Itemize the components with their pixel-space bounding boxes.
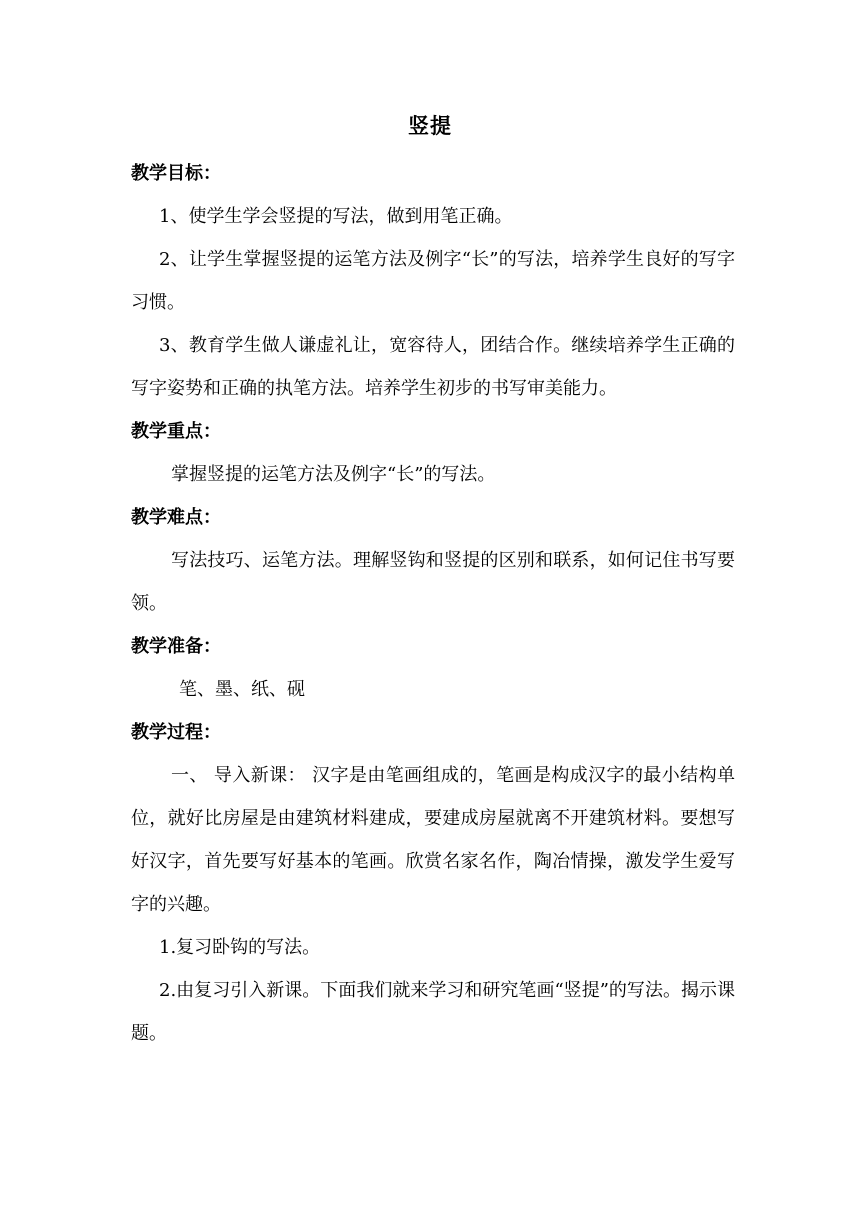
document-title: 竖提 xyxy=(408,114,452,138)
document-body xyxy=(131,152,735,1055)
process-intro: 一、 导入新课： 汉字是由笔画组成的，笔画是构成汉字的最小结构单位，就好比房屋是由建筑材料建成，要建成房屋就离不开建筑材料。要想写好汉字，首先要写好基本的笔画。欣赏名家名作，陶冶情操，激发学生爱写字的兴趣。 xyxy=(131,765,735,915)
key-points-heading: 教学重点： xyxy=(131,421,221,442)
goal-item-1: 1、使学生学会竖提的写法，做到用笔正确。 xyxy=(159,206,513,227)
key-points-text: 掌握竖提的运笔方法及例字“长”的写法。 xyxy=(171,464,496,485)
preparation-heading: 教学准备： xyxy=(131,636,221,657)
goals-heading: 教学目标： xyxy=(131,163,221,184)
goal-item-3: 3、教育学生做人谦虚礼让，宽容待人，团结合作。继续培养学生正确的写字姿势和正确的执笔方法。培养学生初步的书写审美能力。 xyxy=(131,335,735,399)
difficulties-text: 写法技巧、运笔方法。理解竖钩和竖提的区别和联系，如何记住书写要领。 xyxy=(131,550,735,614)
process-step-1: 1.复习卧钩的写法。 xyxy=(159,937,321,958)
process-step-2: 2.由复习引入新课。下面我们就来学习和研究笔画“竖提”的写法。揭示课题。 xyxy=(131,980,735,1044)
preparation-text: 笔、墨、纸、砚 xyxy=(179,679,305,700)
difficulties-heading: 教学难点： xyxy=(131,507,221,528)
process-heading: 教学过程： xyxy=(131,722,221,743)
goal-item-2: 2、让学生掌握竖提的运笔方法及例字“长”的写法，培养学生良好的写字习惯。 xyxy=(131,249,735,313)
